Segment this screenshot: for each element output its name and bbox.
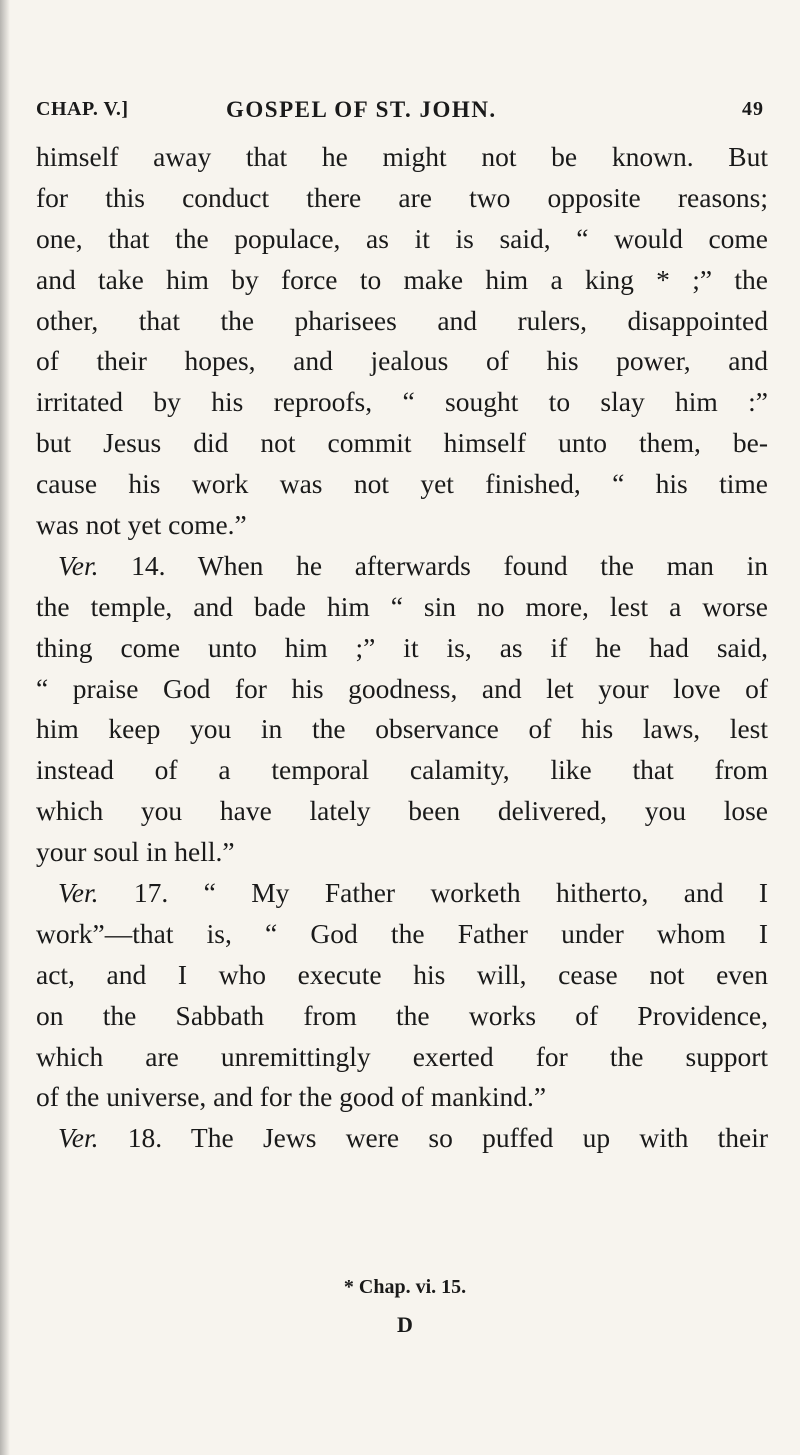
- signature-mark: D: [397, 1312, 413, 1337]
- line-text: one, that the populace, as it is said, “ would come: [36, 222, 768, 254]
- line-text: your soul in hell.”: [36, 836, 235, 868]
- line-text: which are unremittingly exerted for the support: [36, 1040, 768, 1072]
- line-text: on the Sabbath from the works of Providence,: [36, 999, 768, 1031]
- text-line: [36, 341, 768, 382]
- text-line: [36, 791, 768, 832]
- line-text: other, that the pharisees and rulers, disappointed: [36, 304, 768, 336]
- text-line: [36, 996, 768, 1037]
- text-line: [36, 628, 768, 669]
- page-edge-shadow: [0, 0, 10, 1455]
- text-line: [36, 709, 768, 750]
- line-text: thing come unto him ;” it is, as if he had said,: [36, 631, 768, 663]
- text-line: [36, 955, 768, 996]
- line-text: the temple, and bade him “ sin no more, lest a worse: [36, 590, 768, 622]
- verse-label: Ver.: [58, 877, 99, 909]
- text-line: [36, 1077, 768, 1118]
- running-header: [36, 98, 764, 130]
- line-text: which you have lately been delivered, you lose: [36, 795, 768, 827]
- text-line: [36, 914, 768, 955]
- text-line: [36, 178, 768, 219]
- line-text: work”—that is, “ God the Father under whom I: [36, 917, 768, 949]
- line-text: but Jesus did not commit himself unto them, be-: [36, 427, 768, 459]
- line-text: for this conduct there are two opposite reasons;: [36, 181, 768, 213]
- line-text: himself away that he might not be known. But: [36, 141, 768, 172]
- text-line: [36, 669, 768, 710]
- text-line: [36, 832, 768, 873]
- text-line: [36, 505, 768, 546]
- line-text: act, and I who execute his will, cease not even: [36, 958, 768, 990]
- text-line: [36, 382, 768, 423]
- text-line: [36, 301, 768, 342]
- line-text: him keep you in the observance of his laws, lest: [36, 713, 768, 745]
- text-line: [36, 219, 768, 260]
- text-line: [36, 464, 768, 505]
- text-line: [36, 1037, 768, 1078]
- book-title: GOSPEL OF ST. JOHN.: [226, 97, 497, 122]
- text-line: [36, 873, 768, 914]
- text-line: [36, 750, 768, 791]
- line-text: of their hopes, and jealous of his power, and: [36, 345, 768, 377]
- text-line: [36, 546, 768, 587]
- footnote: * Chap. vi. 15.: [343, 1276, 467, 1298]
- line-text: was not yet come.”: [36, 509, 247, 541]
- line-text: irritated by his reproofs, “ sought to slay him :”: [36, 386, 768, 418]
- chapter-label: CHAP. V.]: [36, 98, 129, 120]
- text-line: [36, 1118, 768, 1159]
- line-text: 17. “ My Father worketh hitherto, and I: [98, 877, 768, 909]
- text-line: [36, 137, 768, 178]
- text-line: [36, 260, 768, 301]
- verse-label: Ver.: [58, 1122, 99, 1154]
- page-number: 49: [742, 98, 764, 120]
- line-text: of the universe, and for the good of mankind.”: [36, 1081, 547, 1113]
- line-text: 14. When he afterwards found the man in: [98, 549, 768, 581]
- line-text: “ praise God for his goodness, and let your love of: [36, 672, 768, 704]
- verse-label: Ver.: [58, 549, 99, 581]
- line-text: instead of a temporal calamity, like that from: [36, 754, 768, 786]
- line-text: 18. The Jews were so puffed up with their: [98, 1122, 768, 1154]
- text-line: [36, 423, 768, 464]
- line-text: cause his work was not yet finished, “ his time: [36, 468, 768, 500]
- body-text: [36, 137, 768, 1159]
- line-text: and take him by force to make him a king * ;” the: [36, 263, 768, 295]
- text-line: [36, 587, 768, 628]
